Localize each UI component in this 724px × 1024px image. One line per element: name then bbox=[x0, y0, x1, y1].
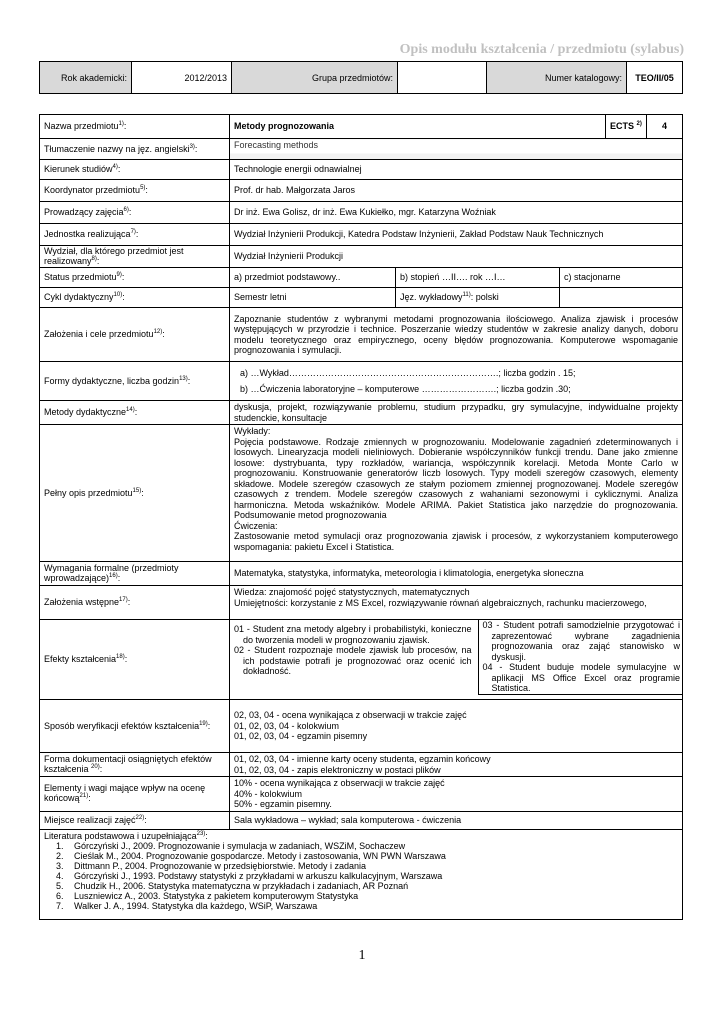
row-nazwa bbox=[40, 115, 683, 139]
row-koordynator bbox=[40, 180, 683, 202]
literatura-item: 2. Cieślak M., 2004. Prognozowanie gospodarcze. Metody i zastosowania, WN PWN Warszawa bbox=[66, 851, 678, 861]
zalozenia-wstepne-value bbox=[230, 586, 683, 620]
formy-label: Formy dydaktyczne, liczba godzin$^{13)}$: bbox=[40, 362, 230, 401]
tlumaczenie-label: Tłumaczenie nazwy na jęz. angielski$^{3)}$: bbox=[40, 139, 230, 160]
pelny-opis-text-cwiczenia: Zastosowanie metod symulacji oraz prognozowania zjawisk i procesów, z wykorzystaniem komputerowego wspomagania: pakietu Excel i Statistica. bbox=[234, 531, 679, 552]
jezyk-value: Jęz. wykładowy$^{11)}$: polski bbox=[396, 288, 560, 308]
syllabus-table bbox=[39, 114, 683, 920]
literatura-list bbox=[44, 841, 678, 911]
row-kierunek bbox=[40, 160, 683, 180]
wydzial-label: Wydział, dla którego przedmiot jest realizowany$^{8)}$: bbox=[40, 246, 230, 268]
elementy-label: Elementy i wagi mające wpływ na ocenę końcową$^{21)}$: bbox=[40, 777, 230, 812]
efekty-value bbox=[230, 620, 683, 700]
zalozenia-cele-value: Zapoznanie studentów z wybranymi metodami prognozowania ilościowego. Analiza zjawisk i procesów występujących w przyrodzie i technice. Poszerzanie wiedzy studentów w zakresie analizy danych, doboru modelu teoretycznego oraz empirycznego, oceny błędów prognozowania. Komputerowe wspomaganie prognozowania i symulacji. bbox=[230, 308, 683, 362]
metody-label: Metody dydaktyczne$^{14)}$: bbox=[40, 401, 230, 425]
row-efekty bbox=[40, 620, 683, 700]
efekt-02: 02 - Student rozpoznaje modele zjawisk lub procesów, na ich podstawie potrafi je prognozować oraz ocenić ich dokładność. bbox=[234, 645, 472, 676]
literatura-item: 1. Górczyński J., 2009. Prognozowanie i symulacja w zadaniach, WSZiM, Sochaczew bbox=[66, 841, 678, 851]
literatura-item: 4. Górczyński J., 1993. Podstawy statystyki z przykładami w arkuszu kalkulacyjnym, Warszawa bbox=[66, 871, 678, 881]
formy-a: a) …Wykład…………………………………………………………….; liczba godzin . 15; bbox=[240, 368, 576, 378]
koordynator-value: Prof. dr hab. Małgorzata Jaros bbox=[230, 180, 683, 202]
row-pelny-opis bbox=[40, 425, 683, 562]
row-jednostka bbox=[40, 224, 683, 246]
weryfikacja-label: Sposób weryfikacji efektów kształcenia$^{19)}$: bbox=[40, 700, 230, 753]
miejsce-label: Miejsce realizacji zajęć$^{22)}$: bbox=[40, 811, 230, 829]
row-wydzial bbox=[40, 246, 683, 268]
dokumentacja-label: Forma dokumentacji osiągniętych efektów kształcenia $^{20)}$: bbox=[40, 753, 230, 777]
kierunek-label: Kierunek studiów$^{4)}$: bbox=[40, 160, 230, 180]
row-tlumaczenie bbox=[40, 139, 683, 160]
weryfikacja-line: 01, 02, 03, 04 - egzamin pisemny bbox=[234, 731, 368, 742]
dokumentacja-line: 01, 02, 03, 04 - zapis elektroniczny w postaci plików bbox=[234, 764, 441, 775]
literatura-item: 3. Dittmann P., 2004. Prognozowanie w przedsiębiorstwie. Metody i zadania bbox=[66, 861, 678, 871]
header-table bbox=[39, 61, 683, 94]
prowadzacy-value: Dr inż. Ewa Golisz, dr inż. Ewa Kukiełko, mgr. Katarzyna Woźniak bbox=[230, 202, 683, 224]
row-formy bbox=[40, 362, 683, 401]
literatura-cell bbox=[40, 829, 683, 919]
weryfikacja-line: 01, 02, 03, 04 - kolokwium bbox=[234, 720, 340, 731]
ects-value: 4 bbox=[647, 115, 683, 139]
kierunek-value: Technologie energii odnawialnej bbox=[230, 160, 683, 180]
elementy-line: 50% - egzamin pisemny. bbox=[234, 799, 332, 809]
nazwa-value: Metody prognozowania bbox=[230, 115, 606, 139]
prowadzacy-label: Prowadzący zajęcia$^{6)}$: bbox=[40, 202, 230, 224]
tlumaczenie-value: Forecasting methods bbox=[230, 139, 683, 160]
row-elementy bbox=[40, 777, 683, 812]
elementy-line: 40% - kolokwium bbox=[234, 788, 303, 799]
nazwa-label: Nazwa przedmiotu$^{1)}$: bbox=[40, 115, 230, 139]
efekty-inner bbox=[230, 620, 682, 695]
zalozenia-wiedza: Wiedza: znajomość pojęć statystycznych, matematycznych bbox=[234, 587, 470, 597]
numer-value: TEO/II/05 bbox=[627, 62, 683, 94]
row-weryfikacja bbox=[40, 700, 683, 753]
pelny-opis-value bbox=[230, 425, 683, 562]
literatura-item: 5. Chudzik H., 2006. Statystyka matematyczna w przykładach i zadaniach, AR Poznań bbox=[66, 881, 678, 891]
pelny-opis-label: Pełny opis przedmiotu$^{15)}$: bbox=[40, 425, 230, 562]
row-dokumentacja bbox=[40, 753, 683, 777]
koordynator-label: Koordynator przedmiotu$^{5)}$: bbox=[40, 180, 230, 202]
ects-label: ECTS $^{2)}$ bbox=[606, 115, 647, 139]
cykl-value: Semestr letni bbox=[230, 288, 396, 308]
grupa-label: Grupa przedmiotów: bbox=[232, 62, 398, 94]
zalozenia-cele-label: Założenia i cele przedmiotu$^{12)}$: bbox=[40, 308, 230, 362]
wymagania-label: Wymagania formalne (przedmioty wprowadzające)$^{16)}$: bbox=[40, 562, 230, 586]
grupa-value bbox=[398, 62, 487, 94]
row-literatura bbox=[40, 829, 683, 919]
weryfikacja-value bbox=[230, 700, 683, 753]
numer-label: Numer katalogowy: bbox=[487, 62, 627, 94]
literatura-label: Literatura podstawowa i uzupełniająca$^{23)}$: bbox=[44, 830, 208, 841]
efekt-04: 04 - Student buduje modele symulacyjne w aplikacji MS Office Excel oraz programie Statistica. bbox=[482, 662, 681, 693]
page-number: 1 bbox=[358, 948, 366, 963]
pelny-opis-text-wyklady: Pojęcia podstawowe. Rodzaje zmiennych w prognozowaniu. Modelowanie zagadnień zdeterminowanych i losowych. Linearyzacja modeli nieliniowych. Dobieranie współczynników funkcji trendu. Dane jako zmienne losowe: dystrybuanta, typy rozkładów, wariancja, współczynnik korelacji. Metoda Monte Carlo w prognozowaniu. Konstruowanie generatorów liczb losowych. Typy modeli szeregów czasowych, elementy składowe. Modele szeregów czasowych ze stałym poziomem zmiennej prognozowanej. Modele szeregów czasowych z trendem. Modele szeregów czasowych z wahaniami sezonowymi i cyklicznymi. Analiza harmoniczna. Metoda wskaźników. Modele ARIMA. Pakiet Statistica jako narzędzie do prognozowania. Podsumowanie metod prognozowania bbox=[234, 436, 679, 520]
pelny-opis-heading-cwiczenia: Ćwiczenia: bbox=[234, 520, 278, 531]
zalozenia-umiejetnosci: Umiejętności: korzystanie z MS Excel, rozwiązywanie równań algebraicznych, rachunku macierzowego, bbox=[234, 597, 647, 608]
row-cykl bbox=[40, 288, 683, 308]
efekt-01: 01 - Student zna metody algebry i probabilistyki, konieczne do tworzenia modeli w prognozowaniu zjawisk. bbox=[234, 624, 472, 645]
wymagania-value: Matematyka, statystyka, informatyka, meteorologia i klimatologia, energetyka słoneczna bbox=[230, 562, 683, 586]
zalozenia-wstepne-label: Założenia wstępne$^{17)}$: bbox=[40, 586, 230, 620]
row-zalozenia-wstepne bbox=[40, 586, 683, 620]
efekty-label: Efekty kształcenia$^{18)}$: bbox=[40, 620, 230, 700]
status-label: Status przedmiotu$^{9)}$: bbox=[40, 268, 230, 288]
document-title: Opis modułu kształcenia / przedmiotu (sylabus) bbox=[399, 42, 684, 57]
rok-label: Rok akademicki: bbox=[40, 62, 132, 94]
rok-value: 2012/2013 bbox=[132, 62, 232, 94]
cykl-label: Cykl dydaktyczny$^{10)}$: bbox=[40, 288, 230, 308]
efekty-right bbox=[478, 620, 682, 694]
dokumentacja-value bbox=[230, 753, 683, 777]
formy-value bbox=[230, 362, 683, 401]
weryfikacja-line: 02, 03, 04 - ocena wynikająca z obserwacji w trakcie zajęć bbox=[234, 710, 467, 721]
row-miejsce bbox=[40, 811, 683, 829]
status-b: b) stopień …II…. rok …I… bbox=[396, 268, 560, 288]
cykl-empty bbox=[560, 288, 683, 308]
status-a: a) przedmiot podstawowy.. bbox=[230, 268, 396, 288]
metody-value: dyskusja, projekt, rozwiązywanie problemu, studium przypadku, gry symulacyjne, indywidualne projekty studenckie, konsultacje bbox=[230, 401, 683, 425]
row-metody bbox=[40, 401, 683, 425]
row-status bbox=[40, 268, 683, 288]
dokumentacja-line: 01, 02, 03, 04 - imienne karty oceny studenta, egzamin końcowy bbox=[234, 754, 491, 764]
formy-b: b) …Ćwiczenia laboratoryjne – komputerowe …………………….; liczba godzin .30; bbox=[240, 384, 571, 394]
jednostka-value: Wydział Inżynierii Produkcji, Katedra Podstaw Inżynierii, Zakład Podstaw Nauk Technicznych bbox=[230, 224, 683, 246]
miejsce-value: Sala wykładowa – wykład; sala komputerowa - ćwiczenia bbox=[230, 811, 683, 829]
row-prowadzacy bbox=[40, 202, 683, 224]
literatura-item: 7. Walker J. A., 1994. Statystyka dla każdego, WSiP, Warszawa bbox=[66, 901, 678, 911]
literatura-item: 6. Luszniewicz A., 2003. Statystyka z pakietem komputerowym Statystyka bbox=[66, 891, 678, 901]
jednostka-label: Jednostka realizująca$^{7)}$: bbox=[40, 224, 230, 246]
efekt-03: 03 - Student potrafi samodzielnie przygotować i zaprezentować wybrane zagadnienia prognozowania oraz zająć stanowisko w dyskusji. bbox=[482, 620, 681, 662]
row-wymagania bbox=[40, 562, 683, 586]
pelny-opis-heading-wyklady: Wykłady: bbox=[234, 426, 271, 436]
elementy-value bbox=[230, 777, 683, 812]
elementy-line: 10% - ocena wynikająca z obserwacji w trakcie zajęć bbox=[234, 778, 445, 788]
status-c: c) stacjonarne bbox=[560, 268, 683, 288]
wydzial-value: Wydział Inżynierii Produkcji bbox=[230, 246, 683, 268]
row-zalozenia-cele bbox=[40, 308, 683, 362]
efekty-left bbox=[230, 620, 478, 694]
